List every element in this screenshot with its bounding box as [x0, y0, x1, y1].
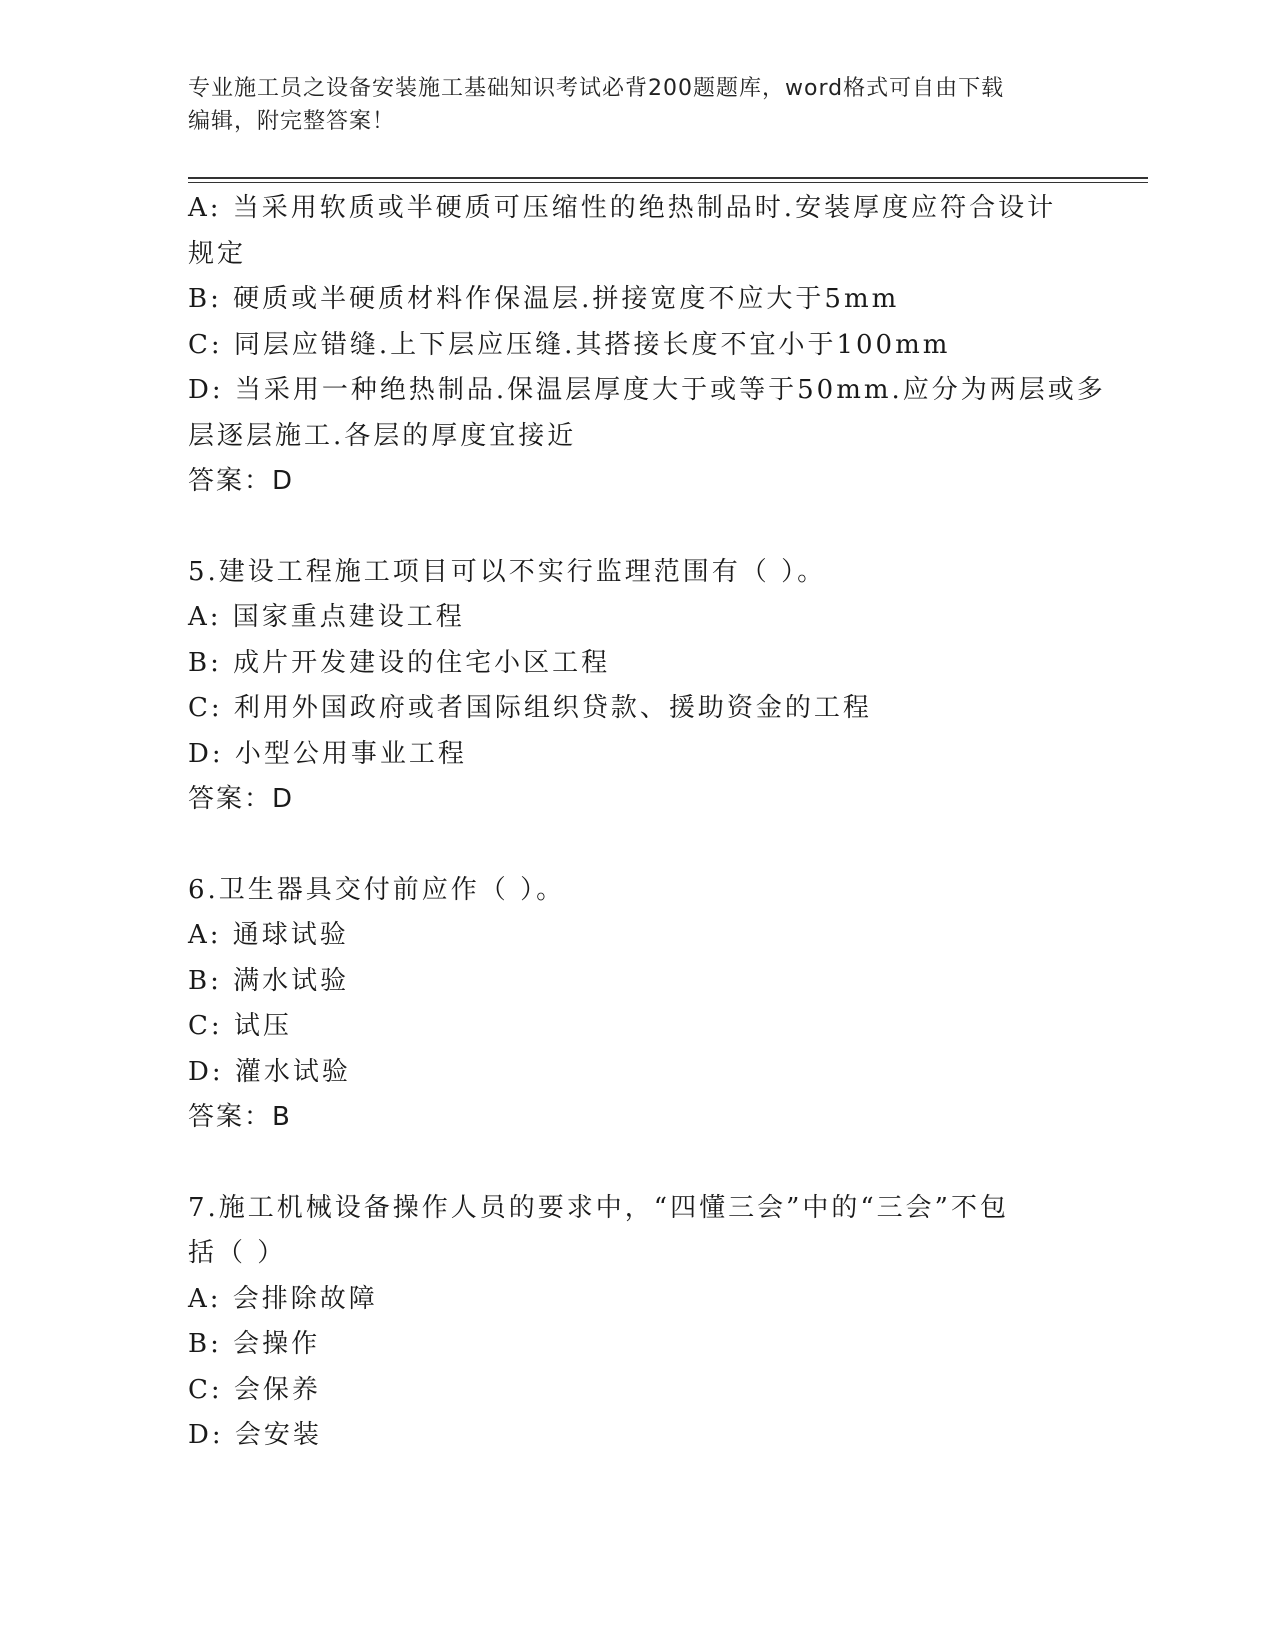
option-a-line-1: A: 当采用软质或半硬质可压缩性的绝热制品时.安装厚度应符合设计 [188, 193, 1057, 223]
answer: 答案：D [188, 466, 295, 496]
option-c: C: 试压 [188, 1011, 292, 1041]
spacer [188, 823, 1088, 868]
option-b: B: 硬质或半硬质材料作保温层.拼接宽度不应大于5mm [188, 284, 900, 314]
question-content [188, 186, 1106, 1459]
answer: 答案：B [188, 1102, 292, 1132]
option-d: D: 会安装 [188, 1420, 322, 1450]
option-b: B: 会操作 [188, 1329, 321, 1359]
option-b: B: 满水试验 [188, 965, 350, 996]
option-c: C: 利用外国政府或者国际组织贷款、援助资金的工程 [188, 693, 872, 723]
option-c: C: 会保养 [188, 1374, 321, 1405]
option-c: C: 同层应错缝.上下层应压缝.其搭接长度不宜小于100mm [188, 329, 951, 360]
option-a: A: 通球试验 [188, 920, 349, 950]
option-a: A: 国家重点建设工程 [188, 602, 465, 632]
question-text: 6.卫生器具交付前应作（ ）。 [188, 874, 566, 905]
question-text-line-1: 7.施工机械设备操作人员的要求中，“四懂三会”中的“三会”不包 [188, 1192, 1009, 1223]
question-block-4 [188, 186, 1106, 505]
question-text-line-2: 括（ ） [188, 1238, 287, 1268]
question-block-7 [188, 1186, 1088, 1459]
spacer [188, 505, 1088, 550]
document-header [188, 72, 1088, 138]
header-divider-thick [188, 177, 1148, 179]
spacer [188, 1141, 1088, 1186]
option-d-line-2: 层逐层施工.各层的厚度宜接近 [188, 420, 577, 451]
option-a: A: 会排除故障 [188, 1283, 378, 1314]
header-divider-thin [188, 182, 1148, 183]
option-b: B: 成片开发建设的住宅小区工程 [188, 647, 611, 678]
question-block-6 [188, 868, 1088, 1141]
question-block-5 [188, 550, 1088, 823]
question-text: 5.建设工程施工项目可以不实行监理范围有（ ）。 [188, 556, 827, 587]
option-d-line-1: D: 当采用一种绝热制品.保温层厚度大于或等于50mm.应分为两层或多 [188, 375, 1106, 405]
answer: 答案：D [188, 784, 295, 814]
header-title-line-2: 编辑，附完整答案！ [188, 109, 396, 134]
option-d: D: 小型公用事业工程 [188, 738, 467, 769]
option-d: D: 灌水试验 [188, 1056, 351, 1087]
option-a-line-2: 规定 [188, 238, 247, 269]
header-title-line-1: 专业施工员之设备安装施工基础知识考试必背200题题库，word格式可自由下载 [188, 76, 1005, 101]
